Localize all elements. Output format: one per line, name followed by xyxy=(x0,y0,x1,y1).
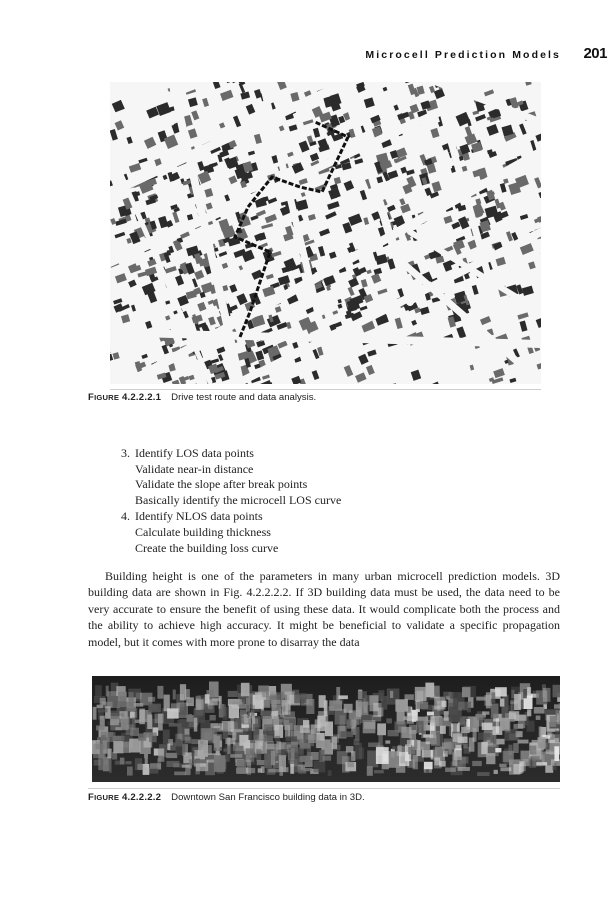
figure1-rule xyxy=(110,389,541,390)
figure-drive-test-map xyxy=(110,82,541,384)
figure2-rule xyxy=(88,788,560,789)
figure2-caption-label: FIGURE 4.2.2.2.2 xyxy=(88,792,162,803)
page-number: 201 xyxy=(583,45,607,62)
city-map-image xyxy=(110,82,541,384)
figure1-caption-label: FIGURE 4.2.2.2.1 xyxy=(88,392,162,403)
running-title: Microcell Prediction Models xyxy=(365,49,561,61)
figure-3d-buildings xyxy=(92,676,560,782)
paragraph-text: Building height is one of the parameters in many urban microcell prediction models. 3D building data are shown in Fig. 4.2.2.2.2. If 3D building data must be used, the data need to be very accurate to ensure the benefit of using these data. It would complicate both the process and the ability to achieve high accuracy. It might be beneficial to validate a specific propagation model, but it comes with more prone to disarray the data xyxy=(88,569,560,649)
step-title: Identify LOS data points xyxy=(135,446,254,460)
step-subitem: Create the building loss curve xyxy=(135,540,279,555)
step-subitem: Calculate building thickness xyxy=(135,524,271,539)
step-subitem: Validate the slope after break points xyxy=(135,477,308,492)
figure2-caption xyxy=(88,792,365,803)
buildings-3d-image xyxy=(92,676,560,782)
page-header xyxy=(0,44,613,66)
steps-list xyxy=(121,446,341,556)
step-title: Identify NLOS data points xyxy=(135,509,263,524)
step-subitem: Basically identify the microcell LOS curve xyxy=(135,492,342,507)
body-paragraph xyxy=(88,568,560,650)
step-number: 3. xyxy=(121,446,130,460)
step-subitem: Validate near-in distance xyxy=(135,461,254,476)
figure1-caption-text: Drive test route and data analysis. xyxy=(171,392,317,403)
step-4 xyxy=(121,509,341,556)
figure1-caption xyxy=(88,392,316,403)
step-number: 4. xyxy=(121,509,130,524)
step-3 xyxy=(121,446,341,508)
figure2-caption-text: Downtown San Francisco building data in 3D. xyxy=(171,792,365,803)
